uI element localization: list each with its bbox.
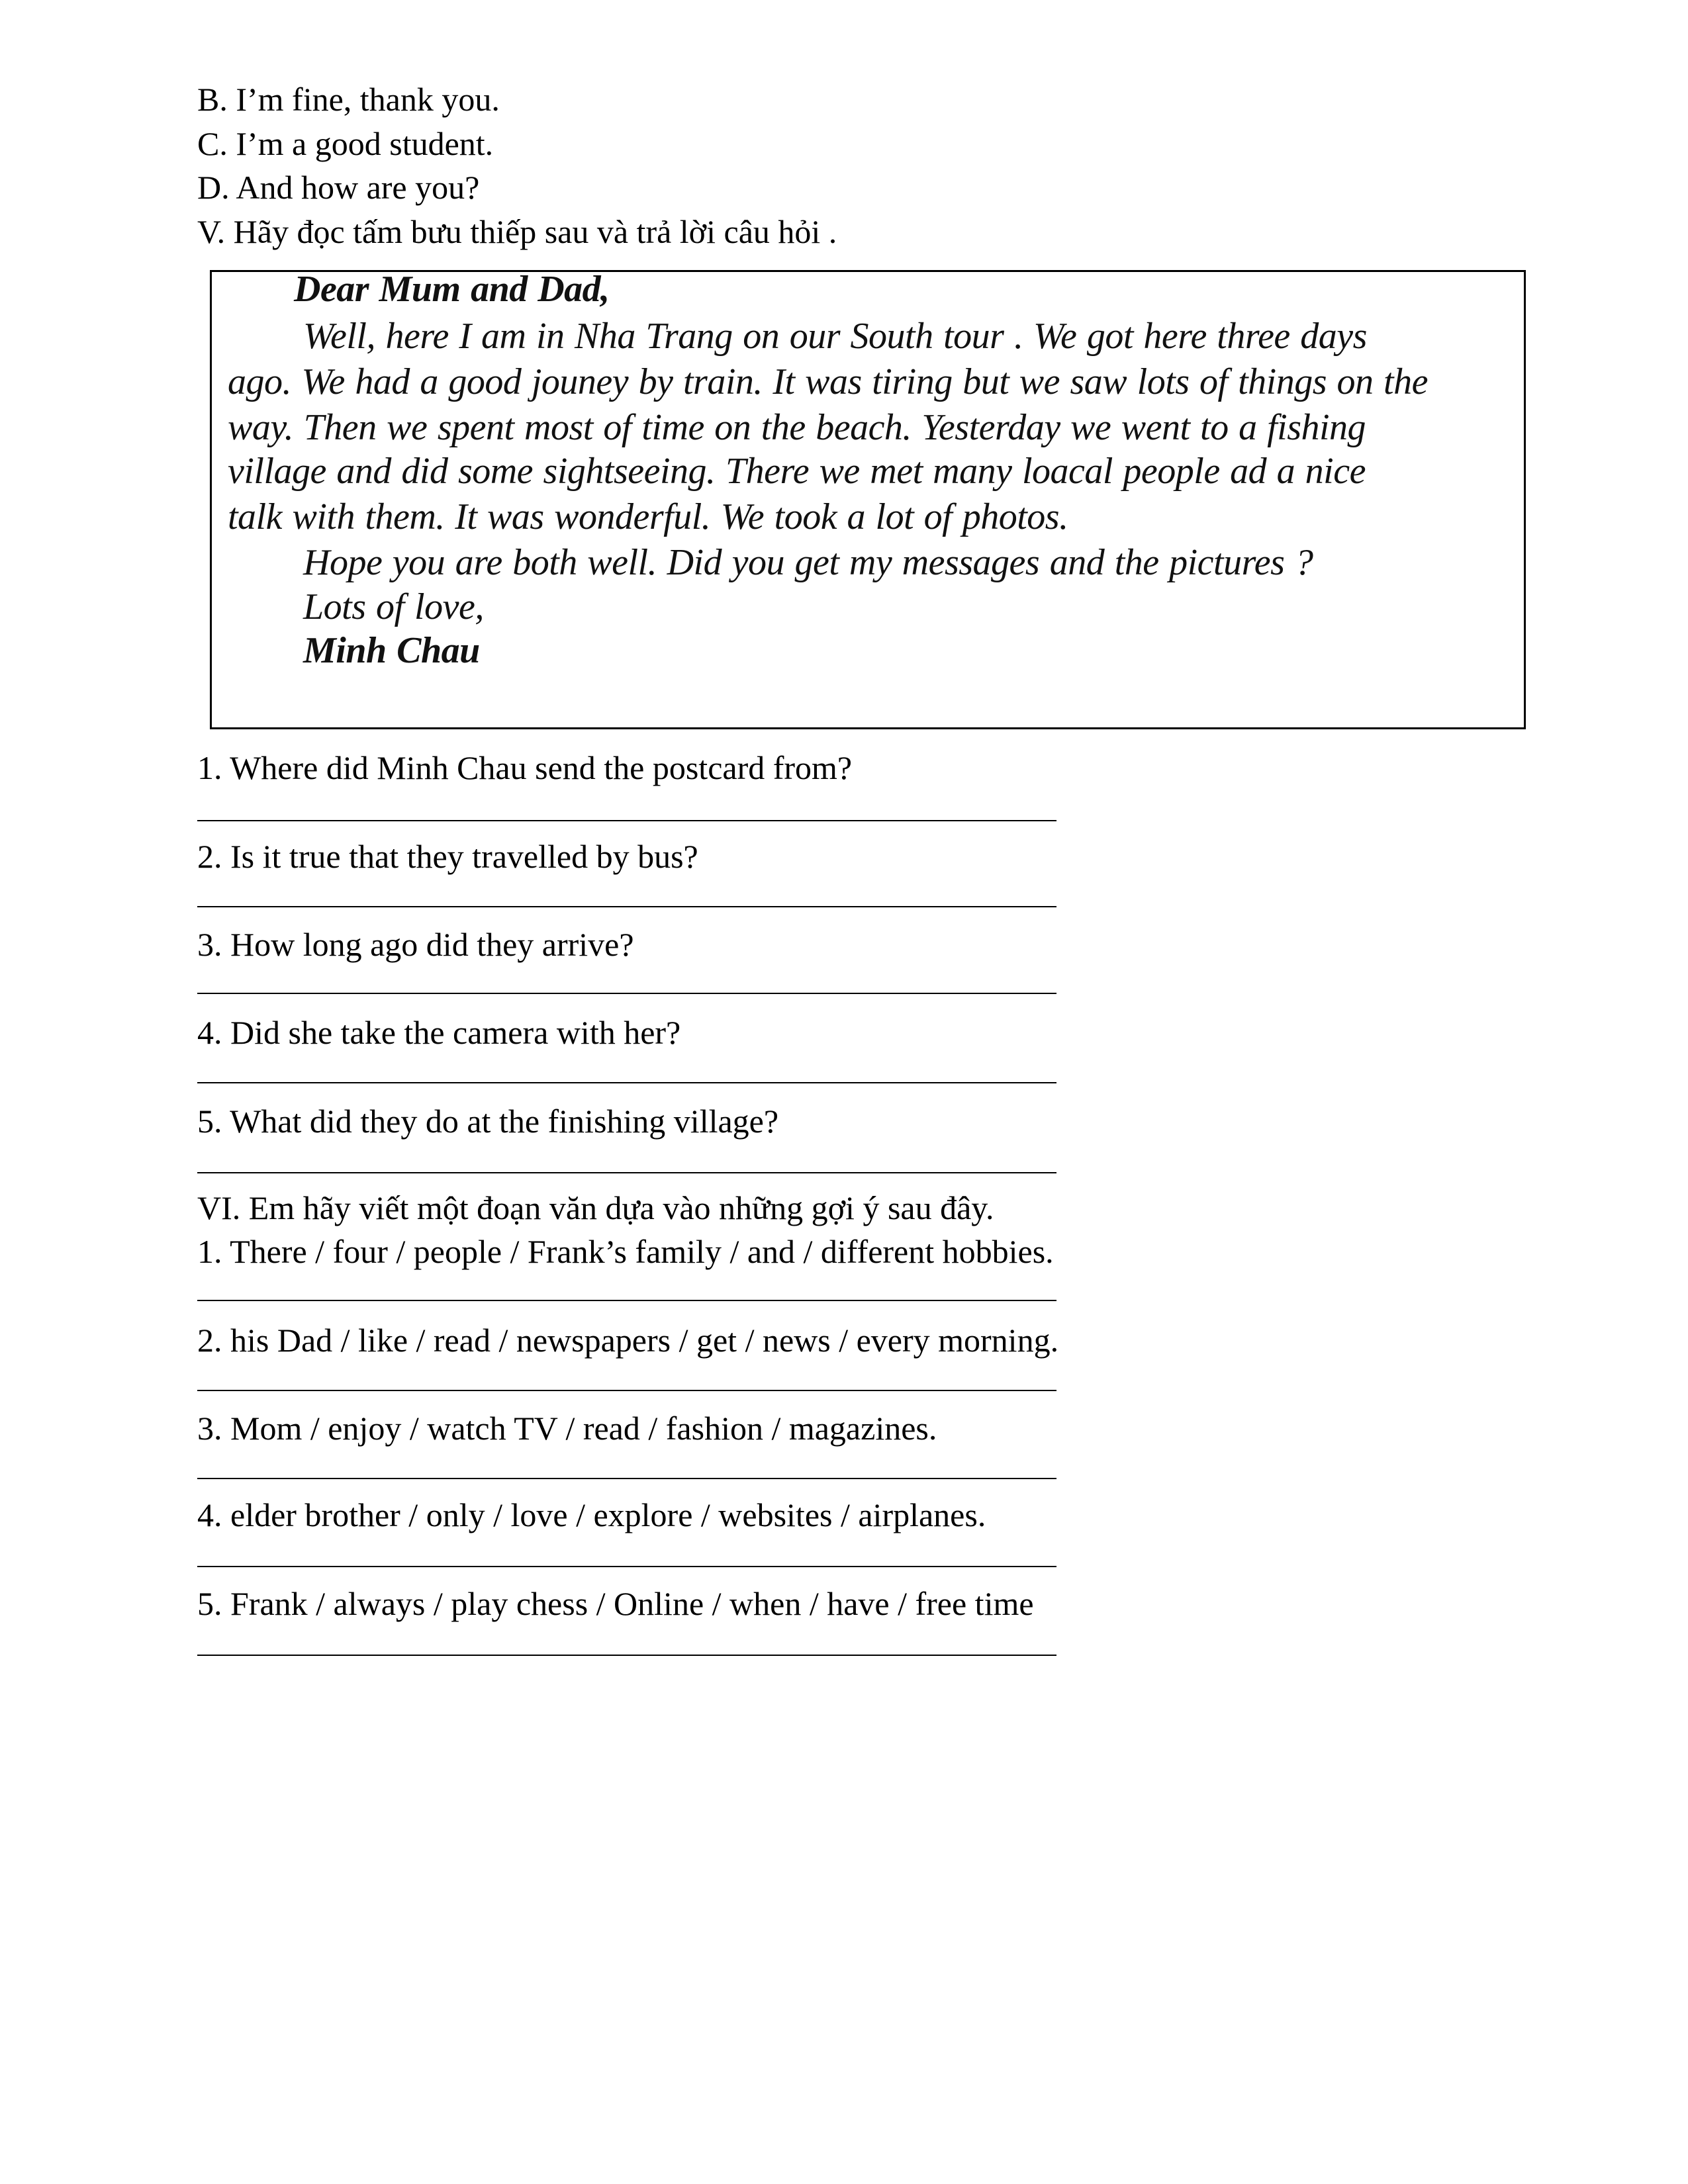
postcard-greeting: Dear Mum and Dad, [294, 269, 610, 310]
question-4: 4. Did she take the camera with her? [197, 1014, 681, 1051]
postcard-line: way. Then we spent most of time on the beach. Yesterday we went to a fishing [228, 407, 1366, 448]
answer-line-3 [197, 993, 1056, 994]
writing-line-1 [197, 1300, 1056, 1301]
section-vi-heading: VI. Em hãy viết một đoạn văn dựa vào những gợi ý sau đây. [197, 1189, 994, 1226]
option-d: D. And how are you? [197, 169, 480, 206]
option-b: B. I’m fine, thank you. [197, 81, 500, 118]
postcard-closing: Lots of love, [303, 586, 484, 627]
postcard-signature: Minh Chau [303, 630, 480, 671]
writing-line-3 [197, 1478, 1056, 1479]
question-1: 1. Where did Minh Chau send the postcard from? [197, 749, 853, 786]
writing-line-5 [197, 1655, 1056, 1656]
section-v-heading: V. Hãy đọc tấm bưu thiếp sau và trả lời câu hỏi . [197, 213, 837, 250]
answer-line-4 [197, 1082, 1056, 1083]
question-5: 5. What did they do at the finishing village? [197, 1103, 779, 1140]
prompt-3: 3. Mom / enjoy / watch TV / read / fashion / magazines. [197, 1410, 937, 1447]
writing-line-2 [197, 1390, 1056, 1391]
postcard-line: ago. We had a good jouney by train. It was tiring but we saw lots of things on the [228, 361, 1428, 402]
answer-line-2 [197, 906, 1056, 907]
prompt-4: 4. elder brother / only / love / explore / websites / airplanes. [197, 1496, 986, 1533]
question-2: 2. Is it true that they travelled by bus? [197, 838, 698, 875]
answer-line-1 [197, 820, 1056, 821]
question-3: 3. How long ago did they arrive? [197, 926, 634, 963]
postcard-line: village and did some sightseeing. There we met many loacal people ad a nice [228, 451, 1366, 492]
prompt-2: 2. his Dad / like / read / newspapers / get / news / every morning. [197, 1322, 1059, 1359]
prompt-5: 5. Frank / always / play chess / Online / when / have / free time [197, 1585, 1034, 1622]
postcard-line: Well, here I am in Nha Trang on our South tour . We got here three days [303, 316, 1367, 357]
postcard-line: talk with them. It was wonderful. We took a lot of photos. [228, 496, 1068, 537]
postcard-line: Hope you are both well. Did you get my messages and the pictures ? [303, 542, 1313, 583]
writing-line-4 [197, 1566, 1056, 1567]
answer-line-5 [197, 1172, 1056, 1173]
prompt-1: 1. There / four / people / Frank’s family / and / different hobbies. [197, 1233, 1054, 1270]
option-c: C. I’m a good student. [197, 125, 494, 162]
